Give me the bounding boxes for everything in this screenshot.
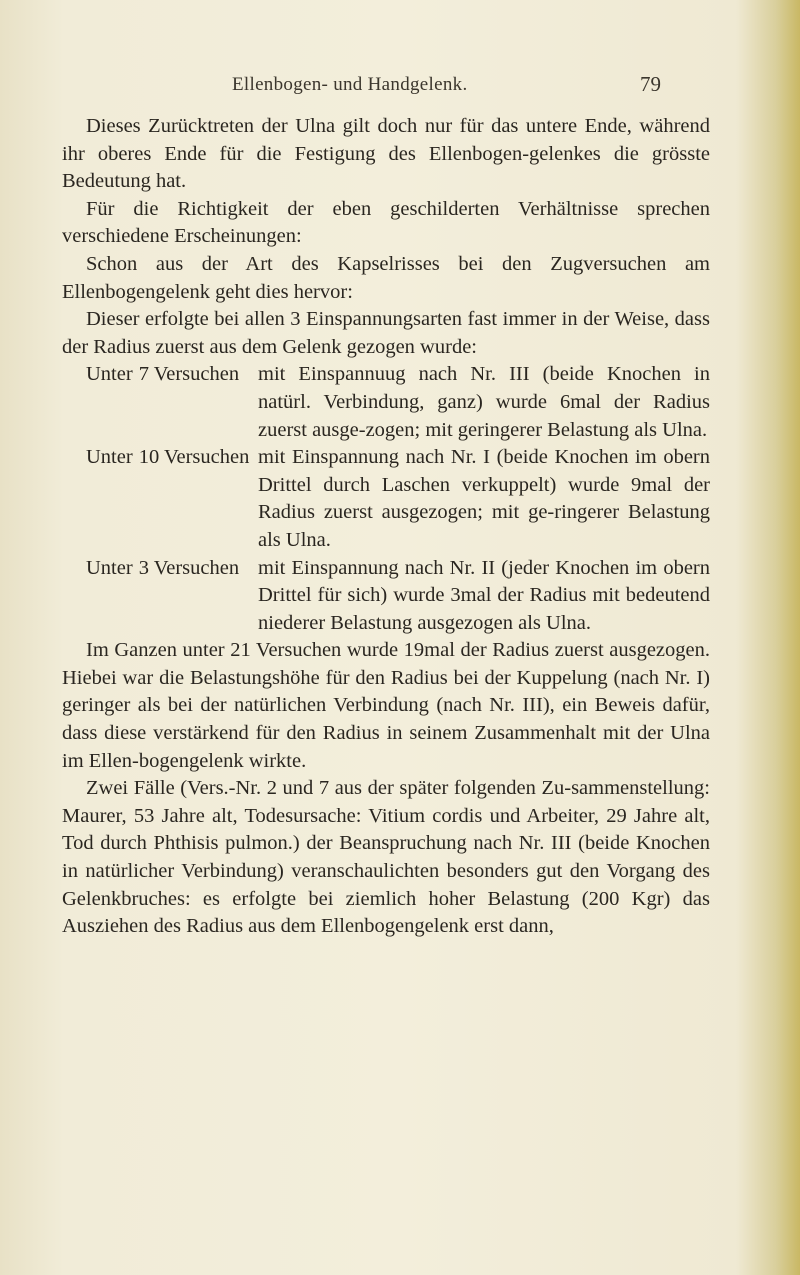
result-label bbox=[62, 444, 258, 472]
page-number: 79 bbox=[640, 72, 661, 96]
paragraph-1: Dieses Zurücktreten der Ulna gilt doch nur für das untere Ende, während ihr oberes Ende für die Festigung des Ellenbogen-gelenkes die grösste Bedeutung hat. bbox=[62, 115, 710, 193]
result-entry bbox=[62, 361, 710, 444]
result-lead: Unter bbox=[86, 363, 133, 386]
paragraph-3: Schon aus der Art des Kapselrisses bei den Zugversuchen am Ellenbogengelenk geht dies hervor: bbox=[62, 252, 710, 303]
result-label bbox=[62, 555, 258, 583]
result-count: 10 Versuchen bbox=[138, 446, 250, 469]
result-text: mit Einspannuug nach Nr. III (beide Knochen in natürl. Verbindung, ganz) wurde 6mal der Radius zuerst ausge-zogen; mit geringerer Belastung als Ulna. bbox=[258, 363, 710, 441]
result-text: mit Einspannung nach Nr. II (jeder Knochen im obern Drittel für sich) wurde 3mal der Radius mit bedeutend niederer Belastung ausgezogen als Ulna. bbox=[258, 556, 710, 634]
result-count: 3 Versuchen bbox=[138, 556, 240, 579]
result-lead: Unter bbox=[86, 446, 133, 469]
running-head: Ellenbogen- und Handgelenk. bbox=[232, 74, 468, 95]
paragraph-2: Für die Richtigkeit der eben geschilderten Verhältnisse sprechen verschiedene Erscheinungen: bbox=[62, 197, 710, 248]
result-label bbox=[62, 361, 258, 389]
paragraph-5: Im Ganzen unter 21 Versuchen wurde 19mal der Radius zuerst ausgezogen. Hiebei war die Belastungshöhe für den Radius bei der Kuppelung (nach Nr. I) geringer als bei der natürlichen Verbindung (nach Nr. III), ein Beweis dafür, dass diese verstärkend für den Radius in seinem Zusammenhalt mit der Ulna im Ellen-bogengelenk wirkte. bbox=[62, 639, 710, 772]
result-lead: Unter bbox=[86, 556, 133, 579]
result-text: mit Einspannung nach Nr. I (beide Knochen im obern Drittel durch Laschen verkuppelt) wurde 9mal der Radius zuerst ausgezogen; mit ge-ringerer Belastung als Ulna. bbox=[258, 446, 710, 551]
page-header bbox=[0, 72, 800, 102]
body-text bbox=[62, 113, 710, 941]
result-entry bbox=[62, 555, 710, 638]
result-count: 7 Versuchen bbox=[138, 363, 240, 386]
result-entry bbox=[62, 444, 710, 554]
paragraph-4: Dieser erfolgte bei allen 3 Einspannungsarten fast immer in der Weise, dass der Radius zuerst aus dem Gelenk gezogen wurde: bbox=[62, 308, 710, 358]
paragraph-6: Zwei Fälle (Vers.-Nr. 2 und 7 aus der später folgenden Zu-sammenstellung: Maurer, 53 Jahre alt, Todesursache: Vitium cordis und Arbeiter, 29 Jahre alt, Tod durch Phthisis pulmon.) der Beanspruchung nach Nr. III (beide Knochen in natürlicher Verbindung) veranschaulichten besonders gut den Vorgang des Gelenkbruches: es erfolgte bei ziemlich hoher Belastung (200 Kgr) das Ausziehen des Radius aus dem Ellenbogengelenk erst dann, bbox=[62, 777, 710, 938]
